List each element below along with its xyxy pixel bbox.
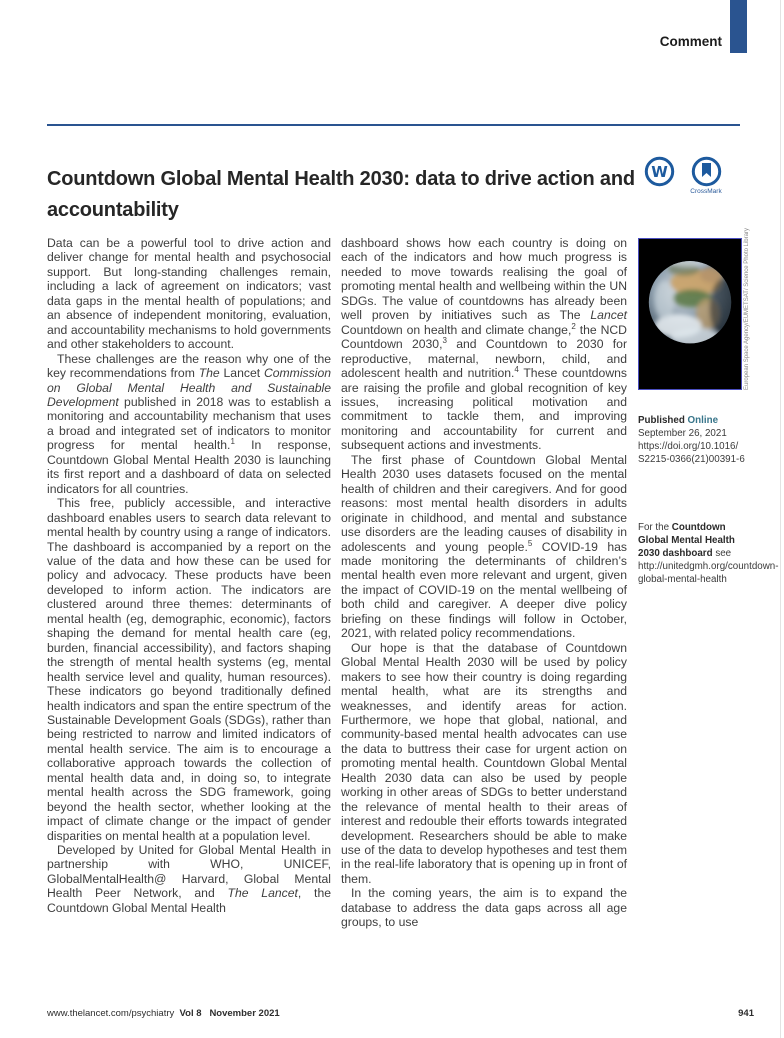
paragraph: Data can be a powerful tool to drive action and deliver change for mental health and psychosocial support. But long-standing challenges remain, including a lack of agreement on indicators; vast data gaps in the mental health of populations; and an absence of independent monitoring, evaluation, and accountability mechanisms to hold governments and other stakeholders to account. bbox=[47, 236, 331, 352]
footer-journal-info: www.thelancet.com/psychiatry Vol 8 November 2021 bbox=[47, 1008, 280, 1019]
section-label: Comment bbox=[659, 34, 722, 49]
paragraph: This free, publicly accessible, and interactive dashboard enables users to search data relevant to mental health by country using a range of indicators. The dashboard is accompanied by a report on the value of the data and how these can be used for policy and advocacy. These products have been developed to inform action. The indicators are clustered around three themes: determinants of mental health (eg, demographic, economic), factors shaping the demand for mental health care (eg, burden, financial accessibility), and factors shaping the strength of mental health systems (eg, mental health service level and quality, human resources). These indicators go beyond traditionally defined health indicators and span the entire spectrum of the Sustainable Development Goals (SDGs), rather than being restricted to narrow and limited indicators of mental health service. The aim is to encourage a collaborative approach towards the collection of mental health data and, in doing so, to integrate mental health across the SDG framework, going beyond the health sector, whether looking at the impact of climate change or the impact of gender disparities on mental health at a population level. bbox=[47, 496, 331, 843]
image-credit: European Space Agency/EUMETSAT/ Science Photo Library bbox=[744, 228, 750, 390]
paragraph: Our hope is that the database of Countdown Global Mental Health 2030 will be used by policy makers to see how their country is doing regarding mental health, what are its strengths and weaknesses, and identify areas for action. Furthermore, we hope that global, national, and community-based mental health advocates can use the data to buttress their case for urgent action on promoting mental health. Countdown Global Mental Health 2030 data can also be used by people working in other areas of SDGs to better understand the relevance of mental health to their areas of interest and redouble their efforts towards integrated development. Researchers should be able to make use of the data to develop hypotheses and test them in the real-life laboratory that is opening up in front of them. bbox=[341, 640, 627, 886]
dashboard-link-note[interactable]: For the Countdown Global Mental Health 2030 dashboard see http://unitedgmh.org/countdown-global-mental-health bbox=[638, 522, 779, 585]
paragraph: In the coming years, the aim is to expand the database to address the data gaps across all age groups, to use bbox=[341, 886, 627, 930]
svg-text:W: W bbox=[651, 163, 668, 181]
paragraph: dashboard shows how each country is doing on each of the indicators and how much progress is needed to move towards realising the goal of promoting mental health and wellbeing within the UN SDGs. The value of countdowns has already been well proven by initiatives such as The Lancet Countdown on health and climate change,$^2$ the NCD Countdown 2030,$^3$ and Countdown to 2030 for reproductive, maternal, newborn, child, and adolescent health and nutrition.$^4$ These countdowns are raising the profile and global recognition of key issues, increasing political motivation and commitment to tackle them, and improving monitoring and accountability for current and subsequent actions and investments. bbox=[341, 236, 628, 453]
crossmark-label: CrossMark bbox=[690, 188, 722, 195]
page-number: 941 bbox=[738, 1008, 754, 1019]
page-edge-shadow bbox=[780, 0, 781, 1038]
crossmark-icon bbox=[691, 156, 722, 187]
published-online-note[interactable]: Published Online September 26, 2021 https://doi.org/10.1016/ S2215-0366(21)00391-6 bbox=[638, 415, 745, 465]
section-color-tab bbox=[730, 0, 747, 53]
earth-photo bbox=[638, 238, 742, 390]
paragraph: Developed by United for Global Mental Health in partnership with WHO, UNICEF, GlobalMentalHealth@ Harvard, Global Mental Health Peer Network, and The Lancet, the Countdown Global Mental Health bbox=[47, 843, 331, 915]
crossmark-button[interactable] bbox=[683, 156, 729, 195]
header-rule bbox=[47, 124, 740, 126]
paragraph: The first phase of Countdown Global Mental Health 2030 uses datasets focused on the mental health of children and their caregivers. And for good reasons: most mental health disorders in adults originate in childhood, and mental and substance use disorders are the leading causes of disability in adolescents and young people.$^5$ COVID-19 has made monitoring the determinants of children’s mental health even more relevant and urgent, given the impact of COVID-19 on the mental wellbeing of both child and caregiver. A deeper dive policy briefing on these findings will follow in October, 2021, with related policy recommendations. bbox=[341, 452, 628, 641]
article-title: Countdown Global Mental Health 2030: data to drive action and accountability bbox=[47, 168, 635, 222]
title-icons bbox=[644, 156, 729, 195]
text-column-1 bbox=[47, 236, 331, 915]
open-access-w-icon bbox=[644, 156, 675, 187]
paragraph: These challenges are the reason why one of the key recommendations from The Lancet Commission on Global Mental Health and Sustainable Development published in 2018 was to establish a monitoring and accountability mechanism that uses a broad and integrated set of indicators to monitor progress for mental health.$^1$ In response, Countdown Global Mental Health 2030 is launching its first report and a dashboard of data on selected indicators for all countries. bbox=[47, 351, 331, 496]
text-column-2 bbox=[341, 236, 627, 930]
